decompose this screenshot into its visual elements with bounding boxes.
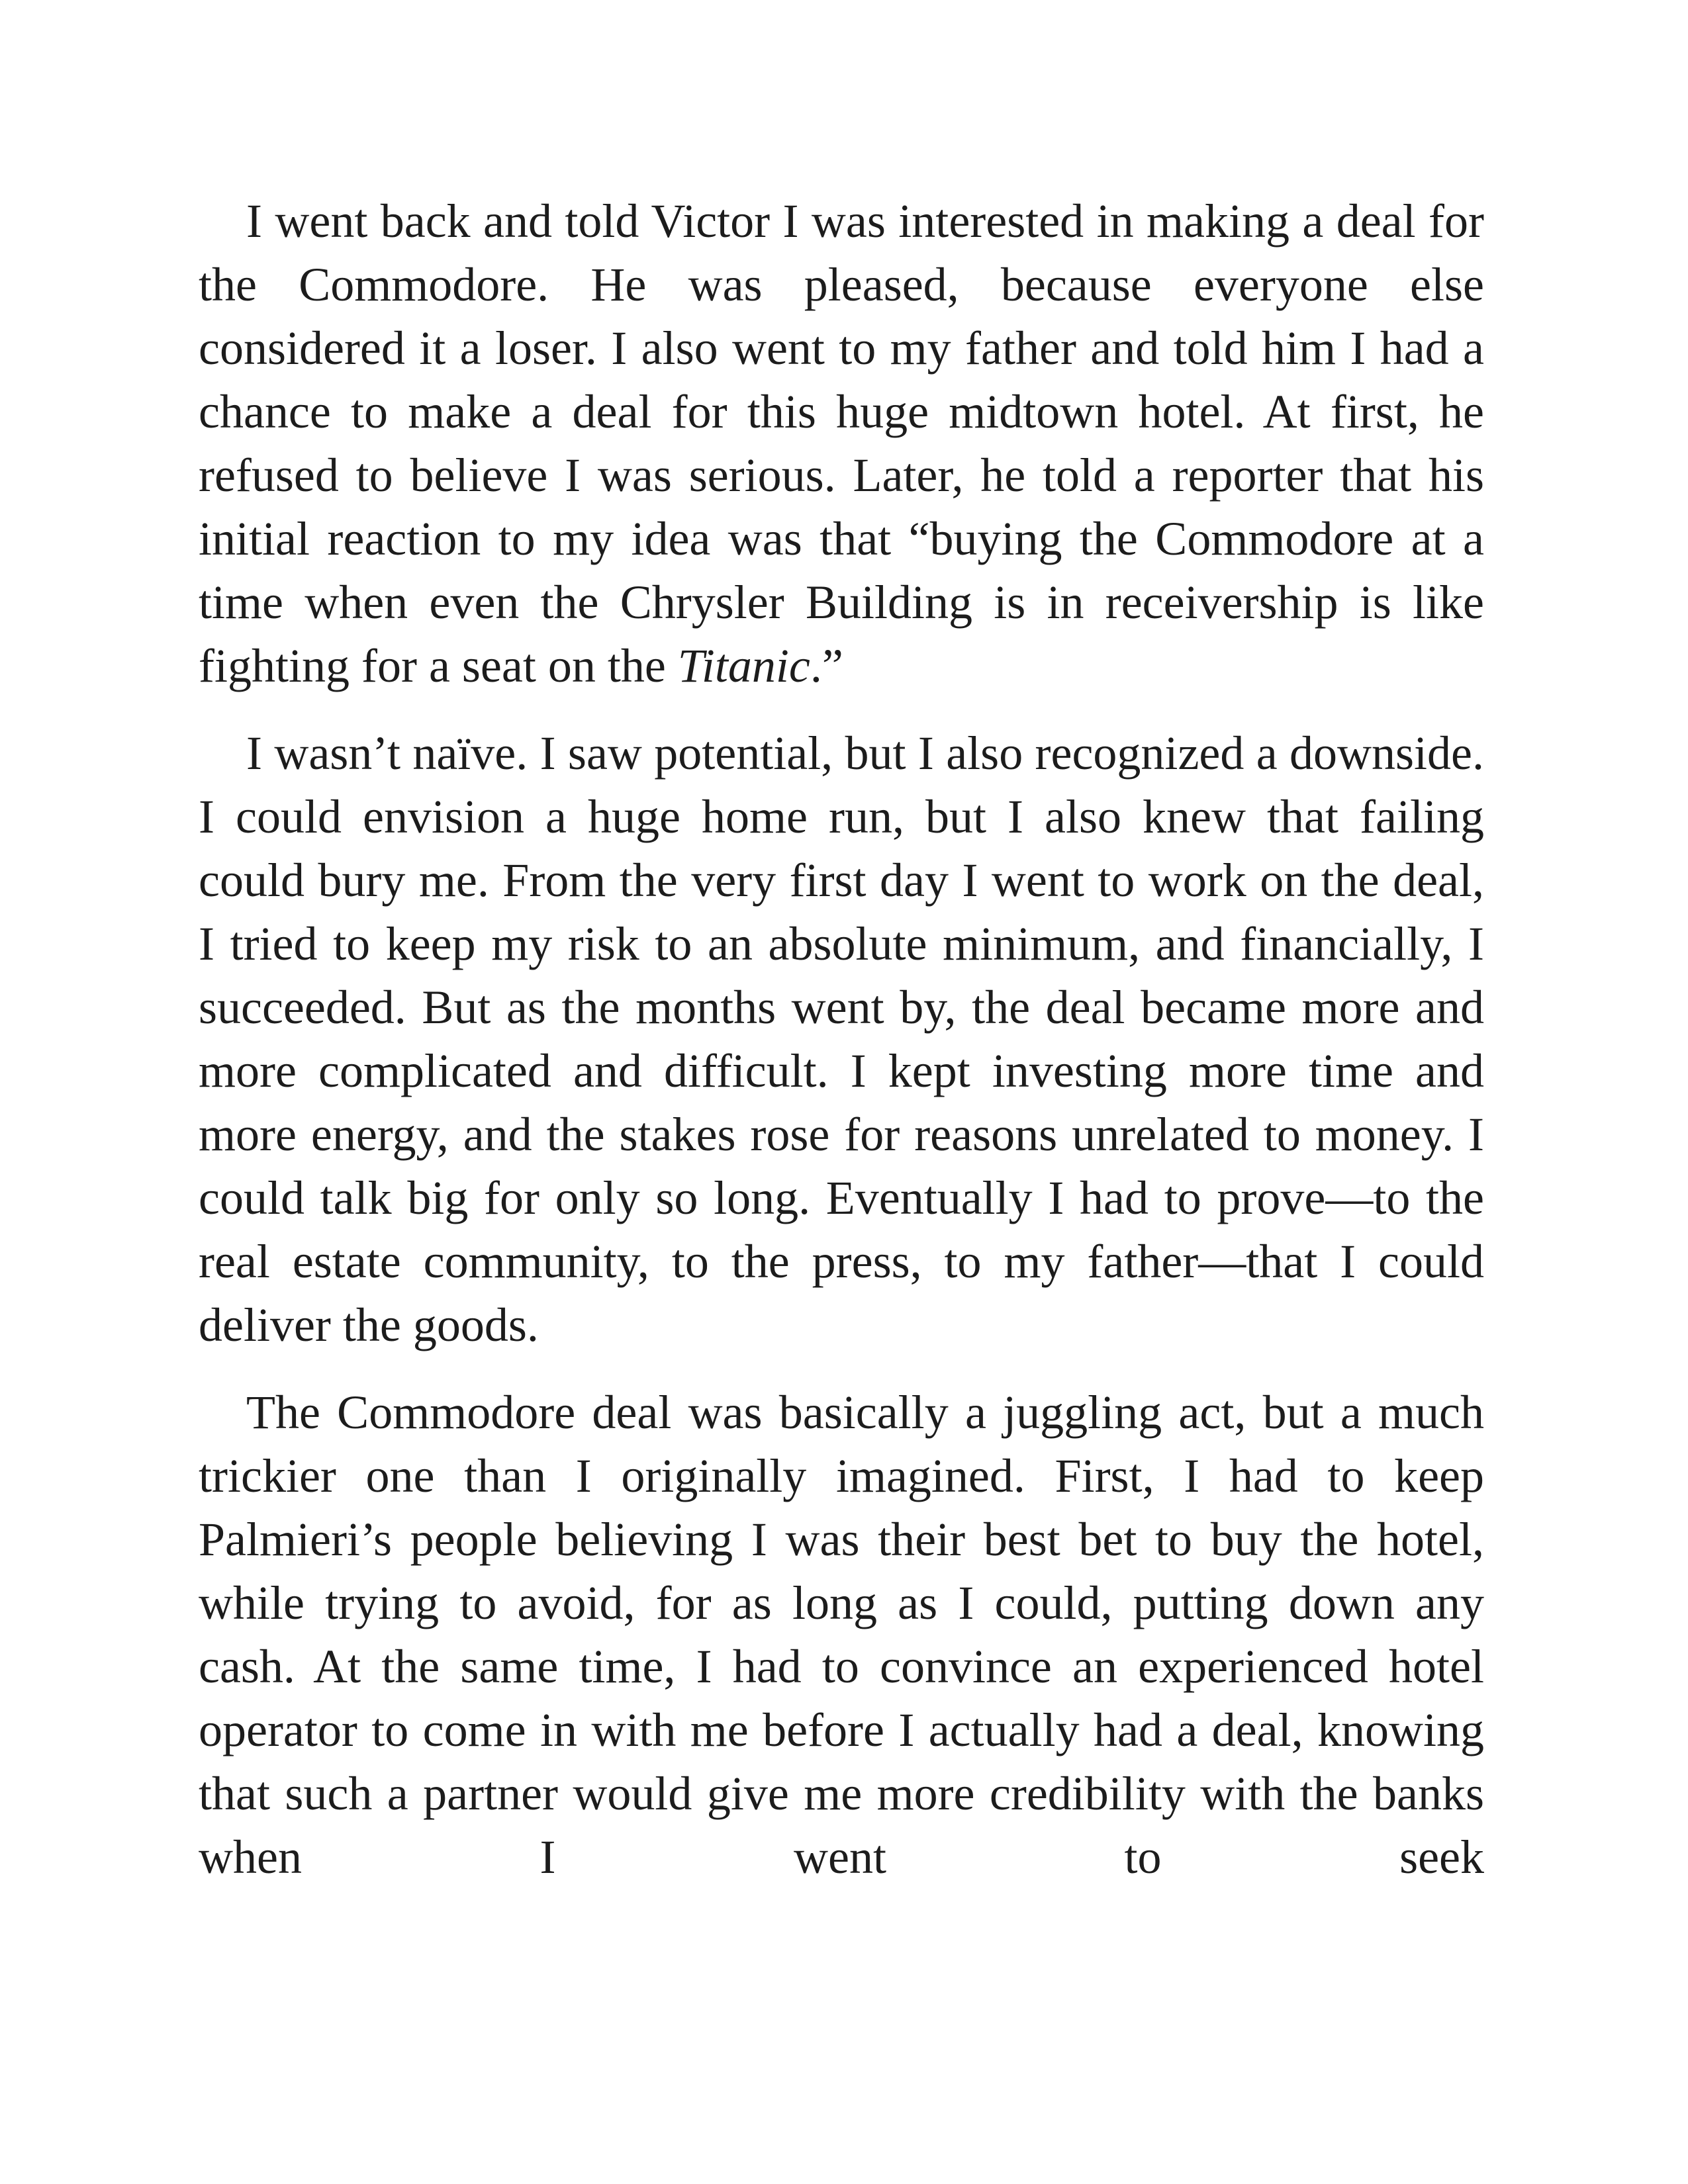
- paragraph-1-text: I went back and told Victor I was interested in making a deal for the Commodore. He was pleased, because everyone else considered it a loser. I also went to my father and told him I had a chance to make a deal for this huge midtown hotel. At first, he refused to believe I was serious. Later, he told a reporter that his initial reaction to my idea was that “buying the Commodore at a time when even the Chrysler Building is in receivership is like fighting for a seat on the: [199, 195, 1484, 692]
- page-body: [199, 189, 1484, 1889]
- paragraph-3: The Commodore deal was basically a juggling act, but a much trickier one than I originally imagined. First, I had to keep Palmieri’s people believing I was their best bet to buy the hotel, while trying to avoid, for as long as I could, putting down any cash. At the same time, I had to convince an experienced hotel operator to come in with me before I actually had a deal, knowing that such a partner would give me more credibility with the banks when I went to seek: [199, 1386, 1484, 1884]
- paragraph-1: [199, 189, 1484, 698]
- italic-title-titanic: Titanic: [677, 639, 810, 692]
- paragraph-1-end: .”: [810, 639, 843, 692]
- paragraph-2: I wasn’t naïve. I saw potential, but I also recognized a downside. I could envision a huge home run, but I also knew that failing could bury me. From the very first day I went to work on the deal, I tried to keep my risk to an absolute minimum, and financially, I succeeded. But as the months went by, the deal became more and more complicated and difficult. I kept investing more time and more energy, and the stakes rose for reasons unrelated to money. I could talk big for only so long. Eventually I had to prove—to the real estate community, to the press, to my father—that I could deliver the goods.: [199, 727, 1484, 1351]
